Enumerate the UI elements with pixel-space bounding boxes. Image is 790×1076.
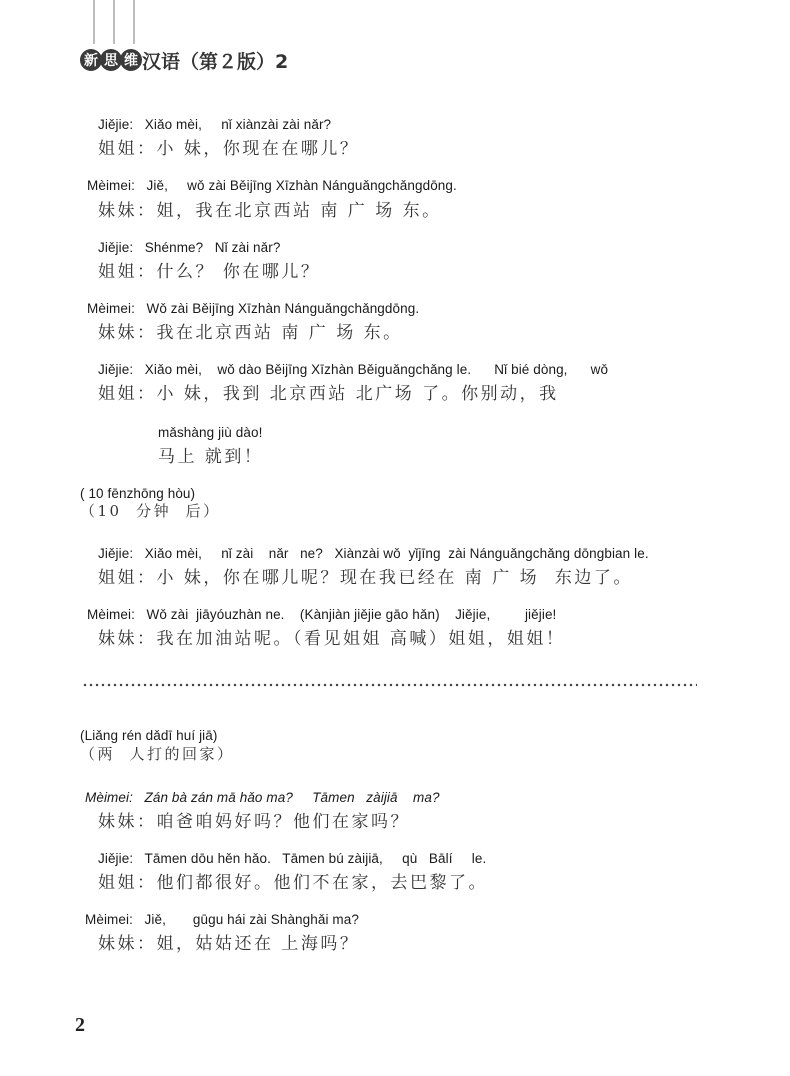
hanzi-line: 妹妹：姐，我在北京西站 南 广 场 东。 — [98, 201, 442, 221]
book-title: 汉语（第２版）2 — [142, 50, 289, 73]
hanzi-line: 妹妹：咱爸咱妈好吗？他们在家吗？ — [98, 812, 410, 832]
stage-direction-pinyin: (Liǎng rén dǎdī huí jiā) — [80, 728, 218, 743]
decorative-line — [113, 0, 115, 44]
stage-direction-pinyin: ( 10 fēnzhōng hòu) — [80, 486, 196, 501]
pinyin-line: Mèimei: Jiě, gūgu hái zài Shànghǎi ma? — [85, 912, 359, 927]
hanzi-line: 马上 就到！ — [158, 447, 264, 467]
stage-direction-hanzi: （10 分钟 后） — [80, 502, 221, 520]
book-title-header — [80, 48, 288, 72]
hanzi-line: 妹妹：姐，姑姑还在 上海吗？ — [98, 934, 360, 954]
pinyin-line: Jiějie: Xiǎo mèi, wǒ dào Běijīng Xīzhàn Běiguǎngchǎng le. Nǐ bié dòng, wǒ — [98, 362, 609, 377]
hanzi-line: 妹妹：我在北京西站 南 广 场 东。 — [98, 323, 403, 343]
pinyin-line: Jiějie: Tāmen dōu hěn hǎo. Tāmen bú zàijiā, qù Bālí le. — [98, 851, 487, 866]
pinyin-line: Mèimei: Jiě, wǒ zài Běijīng Xīzhàn Nánguǎngchǎngdōng. — [87, 178, 457, 193]
stage-direction-hanzi: （两 人打的回家） — [80, 745, 235, 763]
hanzi-line: 姐姐：他们都很好。他们不在家，去巴黎了。 — [98, 873, 488, 893]
pinyin-line: Mèimei: Wǒ zài Běijīng Xīzhàn Nánguǎngchǎngdōng. — [87, 301, 420, 316]
pinyin-line: Jiějie: Xiǎo mèi, nǐ xiànzài zài nǎr? — [98, 117, 332, 132]
decorative-line — [93, 0, 95, 44]
pinyin-line: Mèimei: Zán bà zán mā hǎo ma? Tāmen zàijiā ma? — [85, 790, 440, 805]
logo-char: 维 — [120, 49, 142, 71]
page-number: 2 — [75, 1014, 85, 1036]
hanzi-line: 姐姐：小 妹，我到 北京西站 北广场 了。你别动，我 — [98, 384, 559, 404]
logo-char: 新 — [80, 49, 102, 71]
pinyin-line: Jiějie: Xiǎo mèi, nǐ zài nǎr ne? Xiànzài wǒ yǐjīng zài Nánguǎngchǎng dōngbian le. — [98, 546, 649, 561]
hanzi-line: 妹妹：我在加油站呢。（看见姐姐 高喊）姐姐，姐姐！ — [98, 629, 566, 649]
pinyin-line: mǎshàng jiù dào! — [158, 425, 263, 440]
logo-char: 思 — [100, 49, 122, 71]
hanzi-line: 姐姐：小 妹，你在哪儿呢？现在我已经在 南 广 场 东边了。 — [98, 568, 633, 588]
hanzi-line: 姐姐：小 妹，你现在在哪儿？ — [98, 139, 360, 159]
hanzi-line: 姐姐：什么？ 你在哪儿？ — [98, 262, 321, 282]
decorative-line — [133, 0, 135, 44]
pinyin-line: Jiějie: Shénme? Nǐ zài nǎr? — [98, 240, 281, 255]
series-logo — [80, 49, 140, 71]
dotted-separator — [82, 683, 697, 687]
pinyin-line: Mèimei: Wǒ zài jiāyóuzhàn ne. (Kànjiàn jiějie gāo hǎn) Jiějie, jiějie! — [87, 607, 557, 622]
